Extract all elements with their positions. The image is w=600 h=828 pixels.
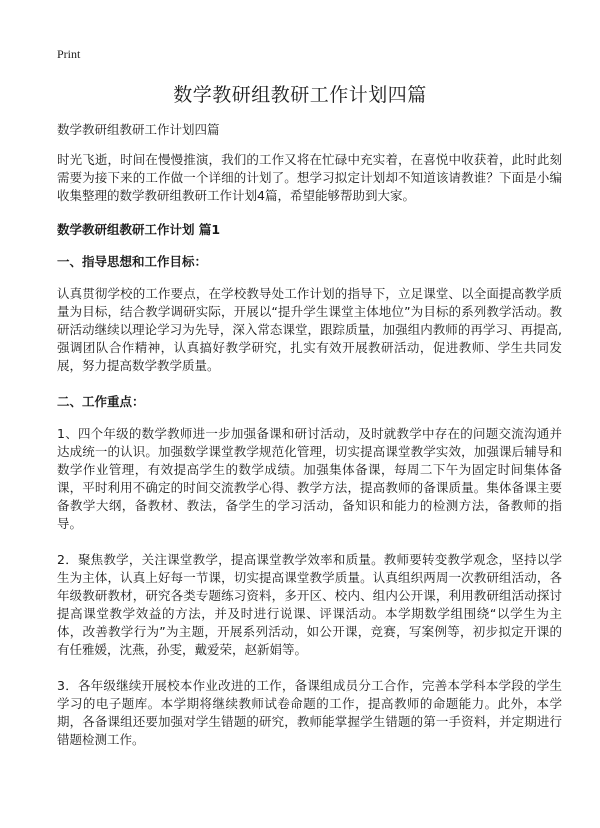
print-link[interactable]: Print: [57, 47, 81, 61]
section-title: 数学教研组教研工作计划 篇1: [57, 222, 221, 237]
intro-paragraph: 时光飞逝，时间在慢慢推演，我们的工作又将在忙碌中充实着，在喜悦中收获着，此时此刻需要为接下来的工作做一个详细的计划了。想学习拟定计划却不知道该请教谁？下面是小编收集整理的数学教研组教研工作计划4篇，希望能够帮助到大家。: [57, 152, 562, 203]
heading-guiding-ideas: 一、指导思想和工作目标：: [57, 254, 208, 269]
document-subtitle: 数学教研组教研工作计划四篇: [57, 122, 220, 137]
work-item-3: 3．各年级继续开展校本作业改进的工作，备课组成员分工合作，完善本学科本学段的学生学习的电子题库。本学期将继续教师试卷命题的工作，提高教师的命题能力。此外，本学期，各备课组还要加强对学生错题的研究，教师能掌握学生错题的第一手资料，并定期进行错题检测工作。: [57, 678, 562, 747]
work-item-1: 1、四个年级的数学教师进一步加强备课和研讨活动，及时就教学中存在的问题交流沟通并达成统一的认识。加强数学课堂教学规范化管理，切实提高课堂教学实效，加强课后辅导和数学作业管理，有效提高学生的数学成绩。加强集体备课，每周二下午为固定时间集体备课，平时利用不确定的时间交流教学心得、教学方法，提高教师的备课质量。集体备课主要备教学大纲，备教材、教法，备学生的学习活动，备知识和能力的检测方法，备教师的指导。: [57, 426, 562, 531]
heading-work-focus: 二、工作重点：: [57, 394, 145, 409]
page-title: 数学教研组教研工作计划四篇: [173, 84, 427, 106]
document-body: [57, 121, 562, 767]
paragraph-guiding-ideas: 认真贯彻学校的工作要点，在学校教导处工作计划的指导下，立足课堂、以全面提高教学质量为目标，结合教学调研实际，开展以“提升学生课堂主体地位”为目标的系列教学活动。教研活动继续以理论学习为先导，深入常态课堂，跟踪质量，加强组内教师的再学习、再提高,强调团队合作精神，认真搞好教学研究，扎实有效开展教研活动，促进教师、学生共同发展，努力提高数学教学质量。: [57, 286, 562, 373]
work-item-2: 2．聚焦教学，关注课堂教学，提高课堂教学效率和质量。教师要转变教学观念，坚持以学生为主体，认真上好每一节课，切实提高课堂教学质量。认真组织两周一次教研组活动，各年级教研教材，研究各类专题练习资料，多开区、校内、组内公开课，利用教研组活动探讨提高课堂教学效益的方法，并及时进行说课、评课活动。本学期数学组围绕“以学生为主体，改善教学行为”为主题，开展系列活动，如公开课，竞赛，写案例等，初步拟定开课的有任雅媛，沈燕，孙雯，戴爱荣，赵新娟等。: [57, 552, 562, 657]
